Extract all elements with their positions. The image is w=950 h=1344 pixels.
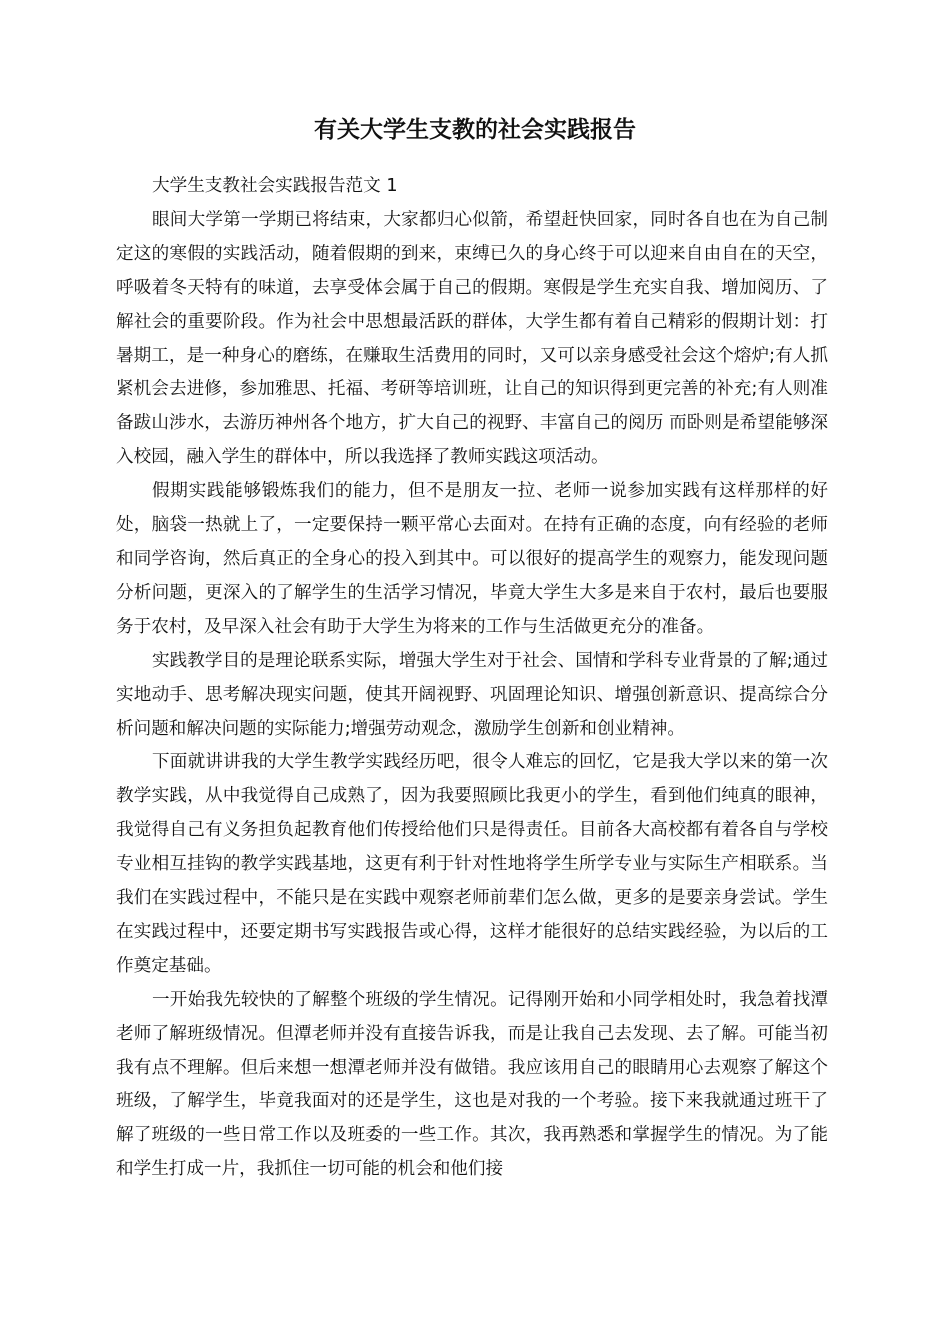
paragraph-1: 眼间大学第一学期已将结束，大家都归心似箭，希望赶快回家，同时各自也在为自己制定这的寒假的实践活动，随着假期的到来，束缚已久的身心终于可以迎来自由自在的天空，呼吸着冬天特有的味道，去享受体会属于自己的假期。寒假是学生充实自我、增加阅历、了解社会的重要阶段。作为社会中思想最活跃的群体，大学生都有着自己精彩的假期计划：打暑期工，是一种身心的磨练，在赚取生活费用的同时，又可以亲身感受社会这个熔炉;有人抓紧机会去进修，参加雅思、托福、考研等培训班，让自己的知识得到更完善的补充;有人则准备跋山涉水，去游历神州各个地方，扩大自己的视野、丰富自己的阅历 而卧则是希望能够深入校园，融入学生的群体中，所以我选择了教师实践这项活动。: [116, 209, 828, 468]
paragraph-2: 假期实践能够锻炼我们的能力，但不是朋友一拉、老师一说参加实践有这样那样的好处，脑袋一热就上了，一定要保持一颗平常心去面对。在持有正确的态度，向有经验的老师和同学咨询，然后真正的全身心的投入到其中。可以很好的提高学生的观察力，能发现问题分析问题，更深入的了解学生的生活学习情况，毕竟大学生大多是来自于农村，最后也要服务于农村，及早深入社会有助于大学生为将来的工作与生活做更充分的准备。: [116, 481, 828, 637]
document-body: [116, 170, 828, 1187]
paragraph-3: 实践教学目的是理论联系实际，增强大学生对于社会、国情和学科专业背景的了解;通过实地动手、思考解决现实问题，使其开阔视野、巩固理论知识、增强创新意识、提高综合分析问题和解决问题的实际能力;增强劳动观念，激励学生创新和创业精神。: [116, 650, 828, 739]
paragraph-4: 下面就讲讲我的大学生教学实践经历吧，很令人难忘的回忆，它是我大学以来的第一次教学实践，从中我觉得自己成熟了，因为我要照顾比我更小的学生，看到他们纯真的眼神，我觉得自己有义务担负起教育他们传授给他们只是得责任。目前各大高校都有着各自与学校专业相互挂钩的教学实践基地，这更有利于针对性地将学生所学专业与实际生产相联系。当我们在实践过程中，不能只是在实践中观察老师前辈们怎么做，更多的是要亲身尝试。学生在实践过程中，还要定期书写实践报告或心得，这样才能很好的总结实践经验，为以后的工作奠定基础。: [116, 752, 828, 976]
paragraph-5: 一开始我先较快的了解整个班级的学生情况。记得刚开始和小同学相处时，我急着找潭老师了解班级情况。但潭老师并没有直接告诉我，而是让我自己去发现、去了解。可能当初我有点不理解。但后来想一想潭老师并没有做错。我应该用自己的眼睛用心去观察了解这个班级，了解学生，毕竟我面对的还是学生，这也是对我的一个考验。接下来我就通过班干了解了班级的一些日常工作以及班委的一些工作。其次，我再熟悉和掌握学生的情况。为了能和学生打成一片，我抓住一切可能的机会和他们接: [116, 989, 828, 1180]
document-subtitle: 大学生支教社会实践报告范文 1: [152, 176, 398, 196]
document-title: 有关大学生支教的社会实践报告: [314, 117, 636, 143]
